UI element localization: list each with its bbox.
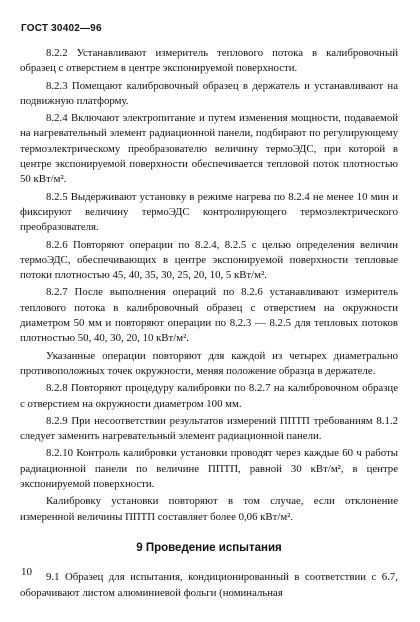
paragraph-8-2-7: 8.2.7 После выполнения операций по 8.2.6 устанавливают измеритель теплового потока в калибровочный образец с отверстием на окружности диаметром 50 мм и повторяют операции по 8.2.3 — 8.2.5 для тепловых потоков плотностью 50, 40, 30, 20, 10 кВт/м².	[20, 286, 398, 345]
paragraph-8-2-9: 8.2.9 При несоответствии результатов измерений ППТП требованиям 8.1.2 следует заменить нагревательный элемент радиационной панели.	[20, 414, 398, 443]
paragraph-8-2-4: 8.2.4 Включают электропитание и путем изменения мощности, подаваемой на нагревательный элемент радиационной панели, подбирают по регулирующему термоэлектрическому преобразователю величину термоЭДС, при которой в центре экспонируемой поверхности обеспечивается тепловой поток плотностью 50 кВт/м².	[20, 112, 398, 186]
page-body	[20, 46, 398, 603]
paragraph-8-2-8: 8.2.8 Повторяют процедуру калибровки по 8.2.7 на калибровочном образце с отверстием на окружности диаметром 100 мм.	[20, 382, 398, 410]
paragraph-8-2-10: 8.2.10 Контроль калибровки установки проводят через каждые 60 ч работы радиационной панели по величине ППТП, равной 30 кВт/м², в центре экспонируемой поверхности.	[20, 447, 398, 491]
section-heading: 9 Проведение испытания	[136, 541, 282, 554]
page-number: 10	[21, 566, 32, 578]
paragraph-recalibration-note: Калибровку установки повторяют в том случае, если отклонение измеренной величины ППТП составляет более 0,06 кВт/м².	[20, 495, 398, 523]
paragraph-8-2-2: 8.2.2 Устанавливают измеритель теплового потока в калибровочный образец с отверстием в центре экспонируемой поверхности.	[20, 47, 398, 75]
paragraph-8-2-6: 8.2.6 Повторяют операции по 8.2.4, 8.2.5 с целью определения величин термоЭДС, обеспечивающих в центре экспонируемой поверхности тепловые потоки плотностью 45, 40, 35, 30, 25, 20, 10, 5 кВт/м².	[20, 238, 398, 282]
paragraph-9-1: 9.1 Образец для испытания, кондиционированный в соответствии с 6.7, оборачивают листом алюминиевой фольги (номинальная	[20, 571, 398, 599]
paragraph-repeat-note: Указанные операции повторяют для каждой из четырех диаметрально противоположных точек окружности, меняя положение образца в держателе.	[20, 349, 398, 377]
page-header-standard: ГОСТ 30402—96	[21, 23, 102, 34]
paragraph-8-2-3: 8.2.3 Помещают калибровочный образец в держатель и устанавливают на подвижную платформу.	[20, 79, 398, 107]
paragraph-8-2-5: 8.2.5 Выдерживают установку в режиме нагрева по 8.2.4 не менее 10 мин и фиксируют величину термоЭДС контролирующего термоэлектрического преобразователя.	[20, 190, 398, 234]
